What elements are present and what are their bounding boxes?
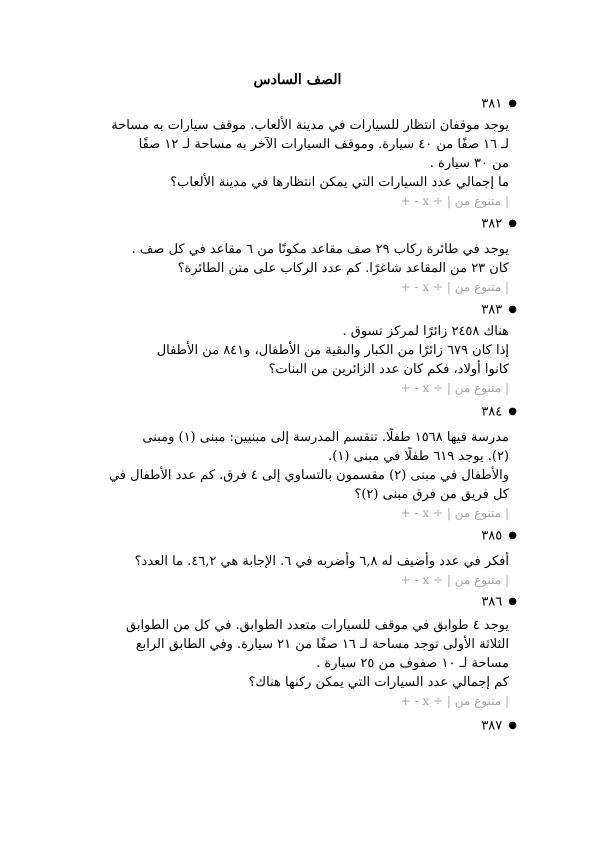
bullet-icon: ● [508,596,517,607]
question-body [104,322,509,397]
question-line: يوجد ٤ طوابق في موقف للسيارات متعدد الطوابق. في كل من الطوابق [126,618,509,633]
category-tag: | متنوع من | ÷ x - + [400,194,509,208]
question-line: الثلاثة الأولى توجد مساحة لـ ١٦ صفًا من ٢١ سيارة. وفي الطابق الرابع [135,637,509,652]
question-body [104,116,509,210]
question-line: هناك ٢٤٥٨ زائرًا لمركز تسوق . [342,324,509,339]
question-line: ما إجمالي عدد السيارات التي يمكن انتظارها في مدينة الألعاب؟ [170,175,509,190]
bullet-icon: ● [508,304,517,315]
category-tag: | متنوع من | ÷ x - + [400,573,509,587]
question-number-label: ٣٨٢ [481,216,503,232]
question-line: لـ ١٦ صفًا من ٤٠ سيارة. وموقف السيارات الآخر به مساحة لـ ١٢ صفًا [138,137,509,152]
category-tag: | متنوع من | ÷ x - + [400,280,509,294]
question-line: مساحة لـ ١٠ صفوف من ٢٥ سيارة . [316,656,509,671]
question-number-label: ٣٨٦ [481,594,503,610]
question-number [481,404,517,421]
bullet-icon: ● [508,720,517,731]
question-body [104,616,509,710]
question-number [481,594,517,611]
bullet-icon: ● [508,218,517,229]
category-tag: | متنوع من | ÷ x - + [400,694,509,708]
category-tag: | متنوع من | ÷ x - + [400,506,509,520]
question-number [481,216,517,233]
question-line: كم إجمالي عدد السيارات التي يمكن ركنها هناك؟ [248,675,509,690]
question-number [481,528,517,545]
question-number-label: ٣٨٥ [481,528,503,544]
question-line: أفكر في عدد وأضيف له ٦,٨ وأضربه في ٦. الإجابة هي ٤٦,٢. ما العدد؟ [134,554,509,569]
category-tag: | متنوع من | ÷ x - + [400,381,509,395]
question-line: يوجد في طائرة ركاب ٢٩ صف مقاعد مكونًا من ٦ مقاعد في كل صف . [131,242,509,257]
question-number-label: ٣٨١ [481,96,503,112]
question-line: إذا كان ٦٧٩ زائرًا من الكبار والبقية من الأطفال، و٨٤١ من الأطفال [156,343,509,358]
question-line: كل فريق من فرق مبنى (٢)؟ [354,487,509,502]
question-number [481,302,517,319]
question-body [104,428,509,522]
question-number [481,718,517,735]
bullet-icon: ● [508,406,517,417]
question-number [481,96,517,113]
question-line: (٢). يوجد ٦١٩ طفلًا في مبنى (١). [328,449,509,464]
question-line: مدرسة فيها ١٥٦٨ طفلًا. تنقسم المدرسة إلى مبنيين: مبنى (١) ومبنى [142,430,509,445]
question-line: والأطفال في مبنى (٢) مقسمون بالتساوي إلى ٤ فرق. كم عدد الأطفال في [108,468,509,483]
question-line: يوجد موقفان انتظار للسيارات في مدينة الألعاب. موقف سيارات به مساحة [111,118,509,133]
question-number-label: ٣٨٤ [481,404,503,420]
bullet-icon: ● [508,98,517,109]
question-number-label: ٣٨٣ [481,302,503,318]
question-body [104,240,509,296]
question-body [104,552,509,589]
question-number-label: ٣٨٧ [481,718,503,734]
question-line: من ٣٠ سيارة . [429,156,509,171]
bullet-icon: ● [508,530,517,541]
question-line: كانوا أولاد، فكم كان عدد الزائرين من البنات؟ [268,362,509,377]
question-line: كان ٢٣ من المقاعد شاغرًا. كم عدد الركاب على متن الطائرة؟ [177,261,509,276]
page-title: الصف السادس [253,72,342,88]
